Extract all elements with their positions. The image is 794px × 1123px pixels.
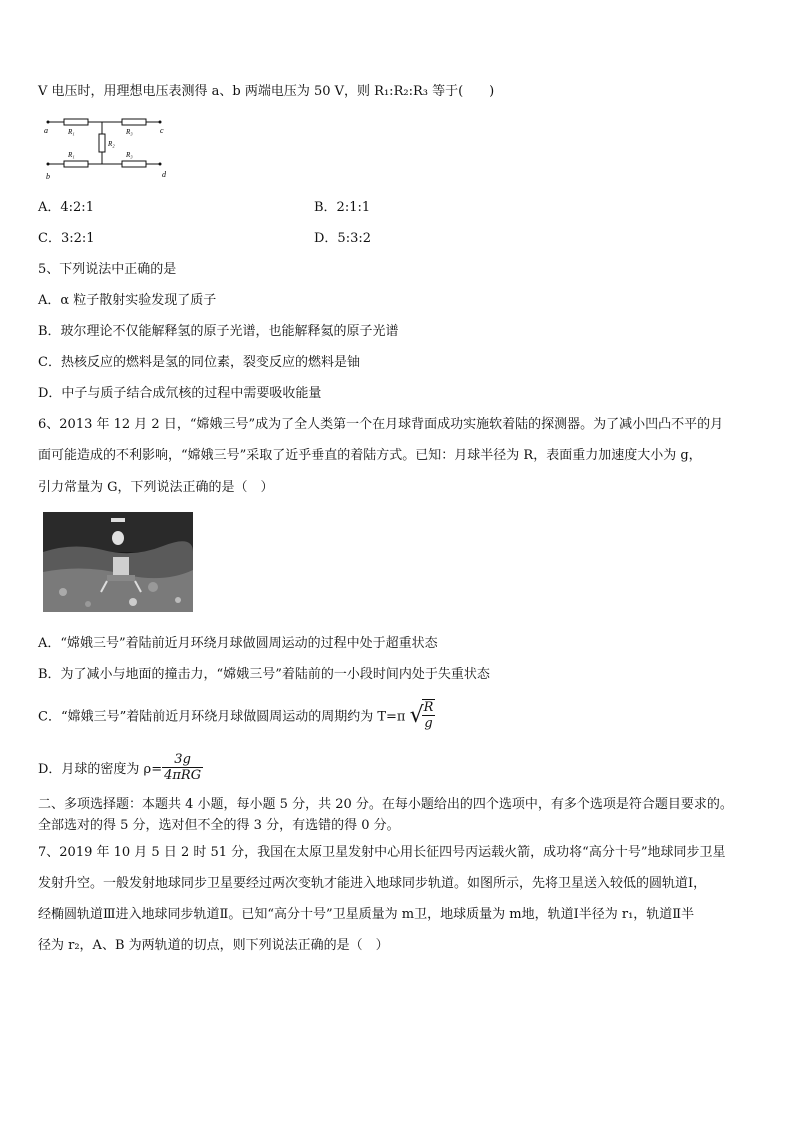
resistor-r2: R₂ <box>108 140 115 148</box>
terminal-b: b <box>46 172 50 181</box>
q6-option-a: A．“嫦娥三号”着陆前近月环绕月球做圆周运动的过程中处于超重状态 <box>38 636 438 651</box>
section2-instructions-line1: 二、多项选择题：本题共 4 小题，每小题 5 分，共 20 分。在每小题给出的四个选项中，有多个选项是符合题目要求的。 <box>38 797 733 812</box>
q4-option-a: A．4:2:1 <box>38 200 94 215</box>
resistor-r3-top: R₃ <box>126 128 133 136</box>
q4-stem: V 电压时，用理想电压表测得 a、b 两端电压为 50 V，则 R₁:R₂:R₃ 等于( ) <box>38 84 495 99</box>
q6-option-d <box>38 752 203 783</box>
resistor-r1-bottom: R₁ <box>68 151 75 159</box>
q6-option-c-numerator: R <box>423 700 434 715</box>
q6-stem-line1: 6、2013 年 12 月 2 日，“嫦娥三号”成为了全人类第一个在月球背面成功实施软着陆的探测器。为了减小凹凸不平的月 <box>38 417 724 432</box>
q6-option-c-text: C．“嫦娥三号”着陆前近月环绕月球做圆周运动的周期约为 T=π <box>38 709 406 725</box>
q6-option-b: B．为了减小与地面的撞击力，“嫦娥三号”着陆前的一小段时间内处于失重状态 <box>38 667 490 682</box>
sqrt-symbol: √ <box>409 702 424 728</box>
q6-option-c-fraction <box>422 699 436 731</box>
q5-stem: 5、下列说法中正确的是 <box>38 262 177 277</box>
q5-option-a: A．α 粒子散射实验发现了质子 <box>38 293 217 308</box>
q5-option-c: C．热核反应的燃料是氢的同位素，裂变反应的燃料是铀 <box>38 355 360 370</box>
q6-option-c-denominator: g <box>424 716 433 731</box>
q4-option-b: B．2:1:1 <box>314 200 371 215</box>
lunar-lander-photo <box>43 512 193 612</box>
q6-option-d-text: D．月球的密度为 ρ= <box>38 762 163 777</box>
q7-stem-line3: 经椭圆轨道Ⅲ进入地球同步轨道Ⅱ。已知“高分十号”卫星质量为 m卫，地球质量为 m地，轨道Ⅰ半径为 r₁，轨道Ⅱ半 <box>38 907 695 922</box>
q6-stem-line3: 引力常量为 G，下列说法正确的是（ ） <box>38 480 274 495</box>
q5-option-d: D．中子与质子结合成氘核的过程中需要吸收能量 <box>38 386 322 401</box>
terminal-d: d <box>162 170 166 179</box>
q6-stem-line2: 面可能造成的不利影响，“嫦娥三号”采取了近乎垂直的着陆方式。已知：月球半径为 R，表面重力加速度大小为 g， <box>38 448 702 463</box>
q5-option-b: B．玻尔理论不仅能解释氢的原子光谱，也能解释氦的原子光谱 <box>38 324 399 339</box>
q7-stem-line1: 7、2019 年 10 月 5 日 2 时 51 分，我国在太原卫星发射中心用长征四号丙运载火箭，成功将“高分十号”地球同步卫星 <box>38 845 726 860</box>
circuit-diagram <box>40 114 180 184</box>
q4-option-c: C．3:2:1 <box>38 231 95 246</box>
q6-option-d-denominator: 4πRG <box>164 768 202 783</box>
resistor-r1-top: R₁ <box>68 128 75 136</box>
terminal-a: a <box>44 126 48 135</box>
terminal-c: c <box>160 126 164 135</box>
q7-stem-line4: 径为 r₂，A、B 为两轨道的切点，则下列说法正确的是（ ） <box>38 938 389 953</box>
q6-option-c <box>38 699 435 731</box>
resistor-r3-bottom: R₃ <box>126 151 133 159</box>
section2-instructions-line2: 全部选对的得 5 分，选对但不全的得 3 分，有选错的得 0 分。 <box>38 818 400 833</box>
q6-option-d-numerator: 3g <box>162 752 203 768</box>
q7-stem-line2: 发射升空。一般发射地球同步卫星要经过两次变轨才能进入地球同步轨道。如图所示，先将卫星送入较低的圆轨道Ⅰ， <box>38 876 707 891</box>
q4-option-d: D．5:3:2 <box>314 231 371 246</box>
q6-option-d-fraction <box>162 752 203 783</box>
